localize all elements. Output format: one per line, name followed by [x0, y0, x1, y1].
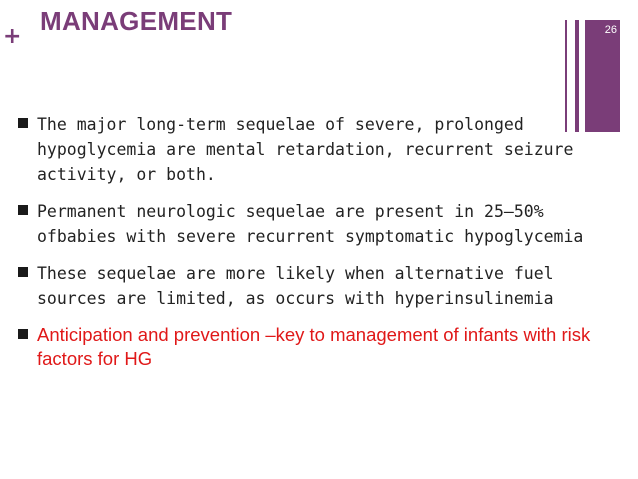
- bullet-square-icon: [18, 118, 28, 128]
- bullet-text: The major long-term sequelae of severe, prolonged hypoglycemia are mental retardation, recurrent seizure activity, or both.: [37, 115, 574, 184]
- bullet-text: Permanent neurologic sequelae are present in 25–50% ofbabies with severe recurrent symptomatic hypoglycemia: [37, 202, 584, 246]
- bullet-item: [16, 199, 616, 249]
- bullet-item: [16, 261, 616, 311]
- page-number: 26: [604, 24, 617, 36]
- bullet-square-icon: [18, 205, 28, 215]
- plus-icon: +: [3, 24, 22, 49]
- bullet-item: [16, 112, 616, 187]
- bullet-square-icon: [18, 329, 28, 339]
- bullet-list: [16, 112, 616, 383]
- bullet-square-icon: [18, 267, 28, 277]
- slide-title: MANAGEMENT: [40, 6, 233, 36]
- bullet-text-highlight: Anticipation and prevention –key to management of infants with risk factors for HG: [37, 324, 591, 369]
- bullet-text: These sequelae are more likely when alternative fuel sources are limited, as occurs with hyperinsulinemia: [37, 264, 554, 308]
- bullet-item-highlight: [16, 323, 616, 371]
